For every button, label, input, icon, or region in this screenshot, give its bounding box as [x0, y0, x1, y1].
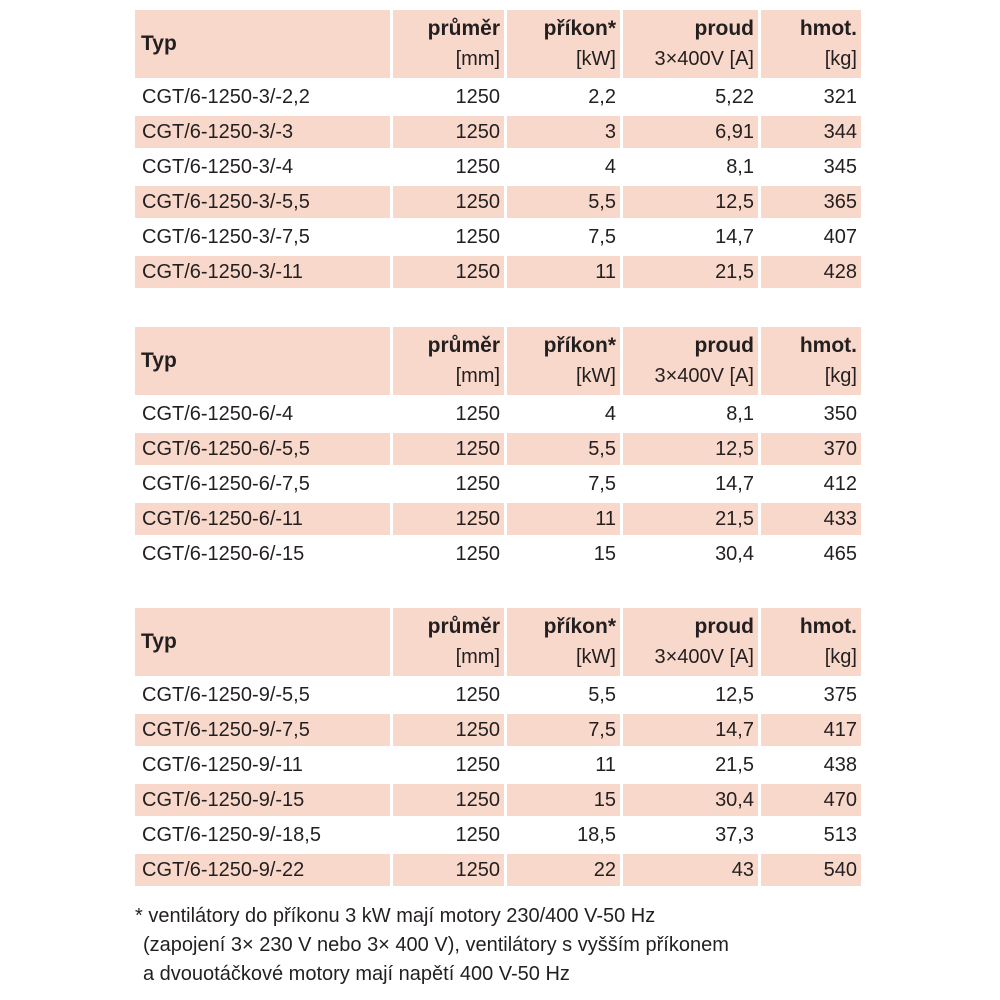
cell-hmot: 350 [761, 398, 861, 433]
table-header [135, 10, 861, 81]
cell-prumer: 1250 [393, 819, 507, 854]
header-hmot-unit: [kg] [824, 646, 857, 668]
header-proud-name: proud [694, 334, 754, 357]
header-prikon-unit: [kW] [576, 48, 616, 70]
cell-type: CGT/6-1250-3/-5,5 [135, 186, 393, 221]
header-prikon [507, 327, 623, 398]
header-row [135, 10, 861, 81]
table-header [135, 327, 861, 398]
table-body [135, 81, 861, 291]
header-hmot-name: hmot. [799, 615, 857, 638]
cell-hmot: 375 [761, 679, 861, 714]
cell-proud: 21,5 [623, 256, 761, 291]
table-body [135, 679, 861, 889]
cell-proud: 14,7 [623, 468, 761, 503]
cell-proud: 12,5 [623, 433, 761, 468]
cell-proud: 5,22 [623, 81, 761, 116]
header-proud-unit: 3×400V [A] [654, 365, 754, 387]
cell-hmot: 370 [761, 433, 861, 468]
cell-prumer: 1250 [393, 256, 507, 291]
cell-type: CGT/6-1250-9/-15 [135, 784, 393, 819]
cell-prumer: 1250 [393, 468, 507, 503]
cell-type: CGT/6-1250-6/-15 [135, 538, 393, 573]
header-proud-unit: 3×400V [A] [654, 48, 754, 70]
table-row [135, 433, 861, 468]
cell-proud: 6,91 [623, 116, 761, 151]
cell-prikon: 15 [507, 538, 623, 573]
footnote-line: * ventilátory do příkonu 3 kW mají motory 230/400 V-50 Hz [135, 905, 656, 927]
header-prikon-unit: [kW] [576, 646, 616, 668]
header-row [135, 608, 861, 679]
cell-prumer: 1250 [393, 714, 507, 749]
header-prumer [393, 10, 507, 81]
table-row [135, 538, 861, 573]
table-row [135, 468, 861, 503]
cell-type: CGT/6-1250-9/-7,5 [135, 714, 393, 749]
table-row [135, 221, 861, 256]
cell-type: CGT/6-1250-6/-5,5 [135, 433, 393, 468]
cell-proud: 14,7 [623, 221, 761, 256]
cell-type: CGT/6-1250-9/-18,5 [135, 819, 393, 854]
header-prumer-name: průměr [427, 334, 500, 357]
table-row [135, 398, 861, 433]
cell-prikon: 15 [507, 784, 623, 819]
header-hmot [761, 608, 861, 679]
cell-prumer: 1250 [393, 151, 507, 186]
cell-prumer: 1250 [393, 398, 507, 433]
header-prumer-unit: [mm] [455, 365, 500, 387]
cell-prumer: 1250 [393, 538, 507, 573]
cell-prikon: 3 [507, 116, 623, 151]
header-hmot-unit: [kg] [824, 365, 857, 387]
cell-prikon: 5,5 [507, 433, 623, 468]
header-typ: Typ [135, 327, 393, 398]
header-prikon [507, 10, 623, 81]
cell-proud: 21,5 [623, 749, 761, 784]
header-prikon-name: příkon* [543, 17, 616, 40]
cell-prumer: 1250 [393, 679, 507, 714]
cell-prumer: 1250 [393, 503, 507, 538]
table-row [135, 784, 861, 819]
cell-type: CGT/6-1250-3/-3 [135, 116, 393, 151]
cell-prumer: 1250 [393, 784, 507, 819]
cell-prikon: 2,2 [507, 81, 623, 116]
table-row [135, 186, 861, 221]
cell-hmot: 321 [761, 81, 861, 116]
cell-type: CGT/6-1250-3/-11 [135, 256, 393, 291]
cell-prikon: 4 [507, 151, 623, 186]
table-row [135, 151, 861, 186]
cell-type: CGT/6-1250-3/-4 [135, 151, 393, 186]
header-prikon-name: příkon* [543, 615, 616, 638]
cell-proud: 37,3 [623, 819, 761, 854]
cell-proud: 12,5 [623, 679, 761, 714]
cell-proud: 30,4 [623, 538, 761, 573]
header-hmot-name: hmot. [799, 334, 857, 357]
table-row [135, 854, 861, 889]
footnote [135, 902, 915, 989]
spec-table-cgt-9 [135, 608, 861, 889]
table-row [135, 819, 861, 854]
table-row [135, 81, 861, 116]
cell-hmot: 470 [761, 784, 861, 819]
cell-prumer: 1250 [393, 186, 507, 221]
cell-prikon: 4 [507, 398, 623, 433]
spec-table-cgt-3 [135, 10, 861, 291]
cell-proud: 14,7 [623, 714, 761, 749]
footnote-line: a dvouotáčkové motory mají napětí 400 V-50 Hz [143, 963, 570, 985]
header-prikon-name: příkon* [543, 334, 616, 357]
cell-prikon: 5,5 [507, 679, 623, 714]
cell-type: CGT/6-1250-6/-11 [135, 503, 393, 538]
header-proud [623, 608, 761, 679]
cell-prikon: 18,5 [507, 819, 623, 854]
header-prikon [507, 608, 623, 679]
header-hmot [761, 327, 861, 398]
cell-type: CGT/6-1250-9/-5,5 [135, 679, 393, 714]
cell-proud: 8,1 [623, 398, 761, 433]
table-body [135, 398, 861, 573]
cell-hmot: 540 [761, 854, 861, 889]
cell-prikon: 11 [507, 503, 623, 538]
header-hmot-name: hmot. [799, 17, 857, 40]
header-row [135, 327, 861, 398]
table-row [135, 749, 861, 784]
header-prumer-unit: [mm] [455, 646, 500, 668]
cell-prikon: 5,5 [507, 186, 623, 221]
cell-prumer: 1250 [393, 433, 507, 468]
cell-prikon: 7,5 [507, 714, 623, 749]
table-row [135, 679, 861, 714]
cell-hmot: 412 [761, 468, 861, 503]
header-prumer-name: průměr [427, 17, 500, 40]
table-row [135, 256, 861, 291]
cell-type: CGT/6-1250-3/-2,2 [135, 81, 393, 116]
table-row [135, 714, 861, 749]
cell-prumer: 1250 [393, 221, 507, 256]
header-proud [623, 327, 761, 398]
cell-type: CGT/6-1250-6/-7,5 [135, 468, 393, 503]
cell-hmot: 344 [761, 116, 861, 151]
footnote-line: (zapojení 3× 230 V nebo 3× 400 V), ventilátory s vyšším příkonem [143, 934, 729, 956]
cell-hmot: 428 [761, 256, 861, 291]
cell-proud: 30,4 [623, 784, 761, 819]
cell-prikon: 11 [507, 749, 623, 784]
cell-proud: 12,5 [623, 186, 761, 221]
header-proud-name: proud [694, 17, 754, 40]
cell-hmot: 365 [761, 186, 861, 221]
cell-proud: 21,5 [623, 503, 761, 538]
header-hmot [761, 10, 861, 81]
cell-hmot: 433 [761, 503, 861, 538]
cell-hmot: 417 [761, 714, 861, 749]
cell-type: CGT/6-1250-9/-11 [135, 749, 393, 784]
cell-prikon: 22 [507, 854, 623, 889]
cell-prumer: 1250 [393, 854, 507, 889]
cell-prumer: 1250 [393, 749, 507, 784]
cell-hmot: 407 [761, 221, 861, 256]
cell-proud: 8,1 [623, 151, 761, 186]
cell-prikon: 7,5 [507, 468, 623, 503]
cell-proud: 43 [623, 854, 761, 889]
cell-prikon: 11 [507, 256, 623, 291]
header-proud [623, 10, 761, 81]
table-header [135, 608, 861, 679]
header-typ: Typ [135, 608, 393, 679]
header-typ: Typ [135, 10, 393, 81]
spec-table-cgt-6 [135, 327, 861, 573]
header-proud-unit: 3×400V [A] [654, 646, 754, 668]
cell-type: CGT/6-1250-6/-4 [135, 398, 393, 433]
header-prumer [393, 608, 507, 679]
cell-prumer: 1250 [393, 81, 507, 116]
table-row [135, 116, 861, 151]
header-prumer [393, 327, 507, 398]
header-prumer-name: průměr [427, 615, 500, 638]
cell-hmot: 438 [761, 749, 861, 784]
cell-type: CGT/6-1250-3/-7,5 [135, 221, 393, 256]
cell-type: CGT/6-1250-9/-22 [135, 854, 393, 889]
table-row [135, 503, 861, 538]
header-hmot-unit: [kg] [824, 48, 857, 70]
cell-hmot: 513 [761, 819, 861, 854]
header-proud-name: proud [694, 615, 754, 638]
cell-prikon: 7,5 [507, 221, 623, 256]
header-prumer-unit: [mm] [455, 48, 500, 70]
cell-hmot: 345 [761, 151, 861, 186]
cell-prumer: 1250 [393, 116, 507, 151]
header-prikon-unit: [kW] [576, 365, 616, 387]
cell-hmot: 465 [761, 538, 861, 573]
